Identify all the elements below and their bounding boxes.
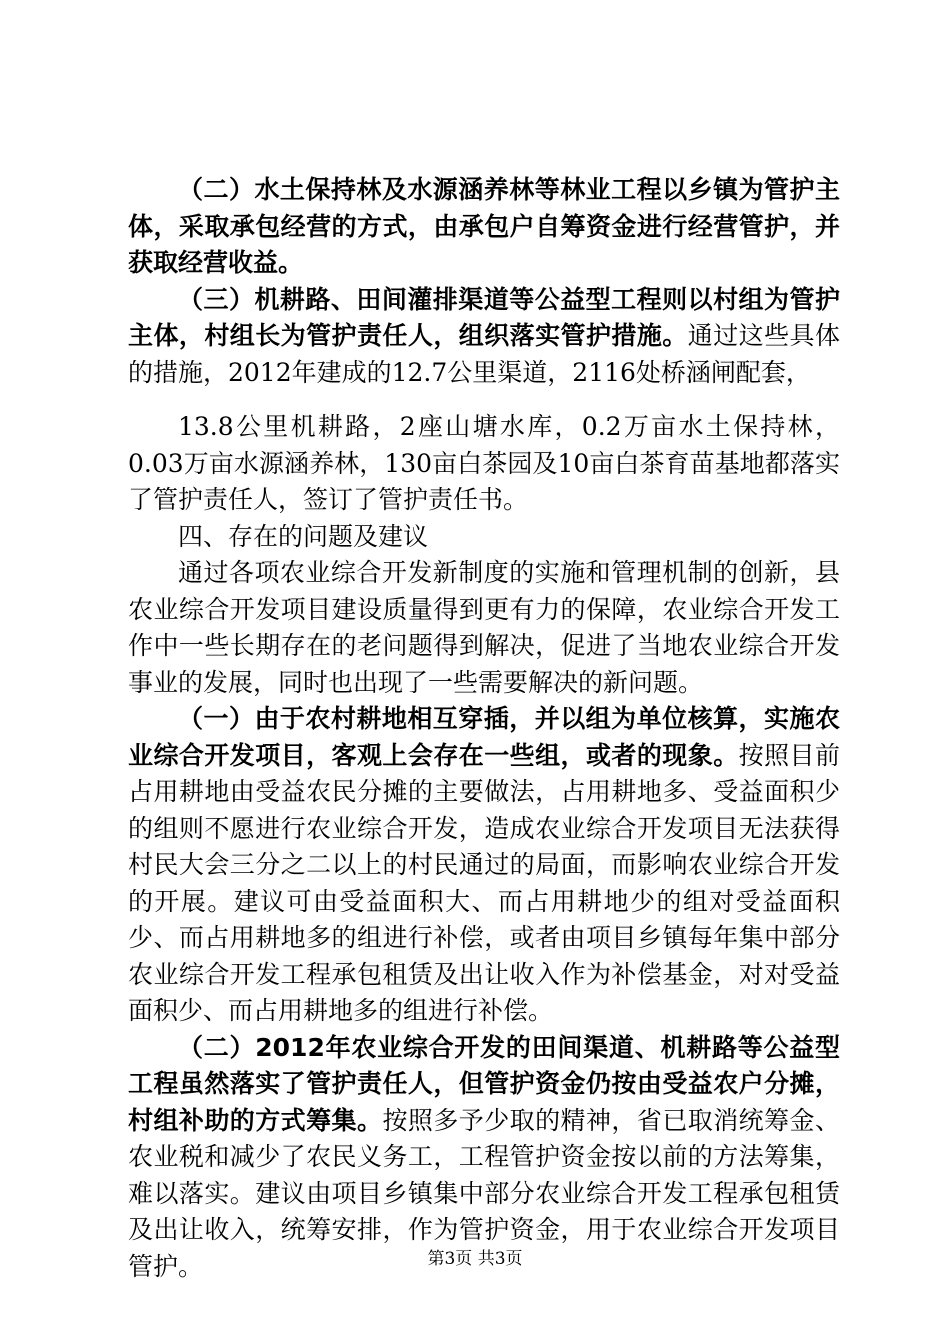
paragraph-7-text: 按照多予少取的精神，省已取消统筹金、农业税和减少了农民义务工，工程管护资金按以前的方法筹集，难以落实。建议由项目乡镇集中部分农业综合开发工程承包租赁及出让收入，统筹安排，作为管护资金，用于农业综合开发项目管护。 <box>128 1105 840 1281</box>
page-footer: 第3页 共3页 <box>427 1249 523 1269</box>
paragraph-1 <box>128 172 840 282</box>
document-body <box>128 172 840 1285</box>
paragraph-6-text: 按照目前占用耕地由受益农民分摊的主要做法，占用耕地多、受益面积少的组则不愿进行农业综合开发，造成农业综合开发项目无法获得村民大会三分之二以上的村民通过的局面，而影响农业综合开发的开展。建议可由受益面积大、而占用耕地少的组对受益面积少、而占用耕地多的组进行补偿，或者由项目乡镇每年集中部分农业综合开发工程承包租赁及出让收入作为补偿基金，对对受益面积少、而占用耕地多的组进行补偿。 <box>128 740 840 1025</box>
paragraph-3-text: 13.8公里机耕路，2座山塘水库，0.2万亩水土保持林，0.03万亩水源涵养林，130亩白茶园及10亩白茶育苗基地都落实了管护责任人，签订了管护责任书。 <box>128 412 840 514</box>
paragraph-2-text: 通过这些具体的措施，2012年建成的12.7公里渠道，2116处桥涵闸配套， <box>128 321 840 387</box>
section-heading: 四、存在的问题及建议 <box>178 521 429 551</box>
paragraph-5-text: 通过各项农业综合开发新制度的实施和管理机制的创新，县农业综合开发项目建设质量得到更有力的保障，农业综合开发工作中一些长期存在的老问题得到解决，促进了当地农业综合开发事业的发展，同时也出现了一些需要解决的新问题。 <box>128 558 840 697</box>
paragraph-6-bold: （一）由于农村耕地相互穿插，并以组为单位核算，实施农业综合开发项目，客观上会存在一些组，或者的现象。 <box>128 704 840 770</box>
paragraph-1-bold: （二）水土保持林及水源涵养林等林业工程以乡镇为管护主体，采取承包经营的方式，由承包户自筹资金进行经营管护，并获取经营收益。 <box>128 175 840 277</box>
paragraph-6 <box>128 701 840 1030</box>
paragraph-7-bold: （二）2012年农业综合开发的田间渠道、机耕路等公益型工程虽然落实了管护责任人，但管护资金仍按由受益农户分摊，村组补助的方式筹集。 <box>128 1032 840 1135</box>
paragraph-2-bold: （三）机耕路、田间灌排渠道等公益型工程则以村组为管护主体，村组长为管护责任人，组织落实管护措施。 <box>128 284 840 350</box>
paragraph-3 <box>128 409 840 519</box>
paragraph-2 <box>128 282 840 392</box>
paragraph-5 <box>128 555 840 701</box>
